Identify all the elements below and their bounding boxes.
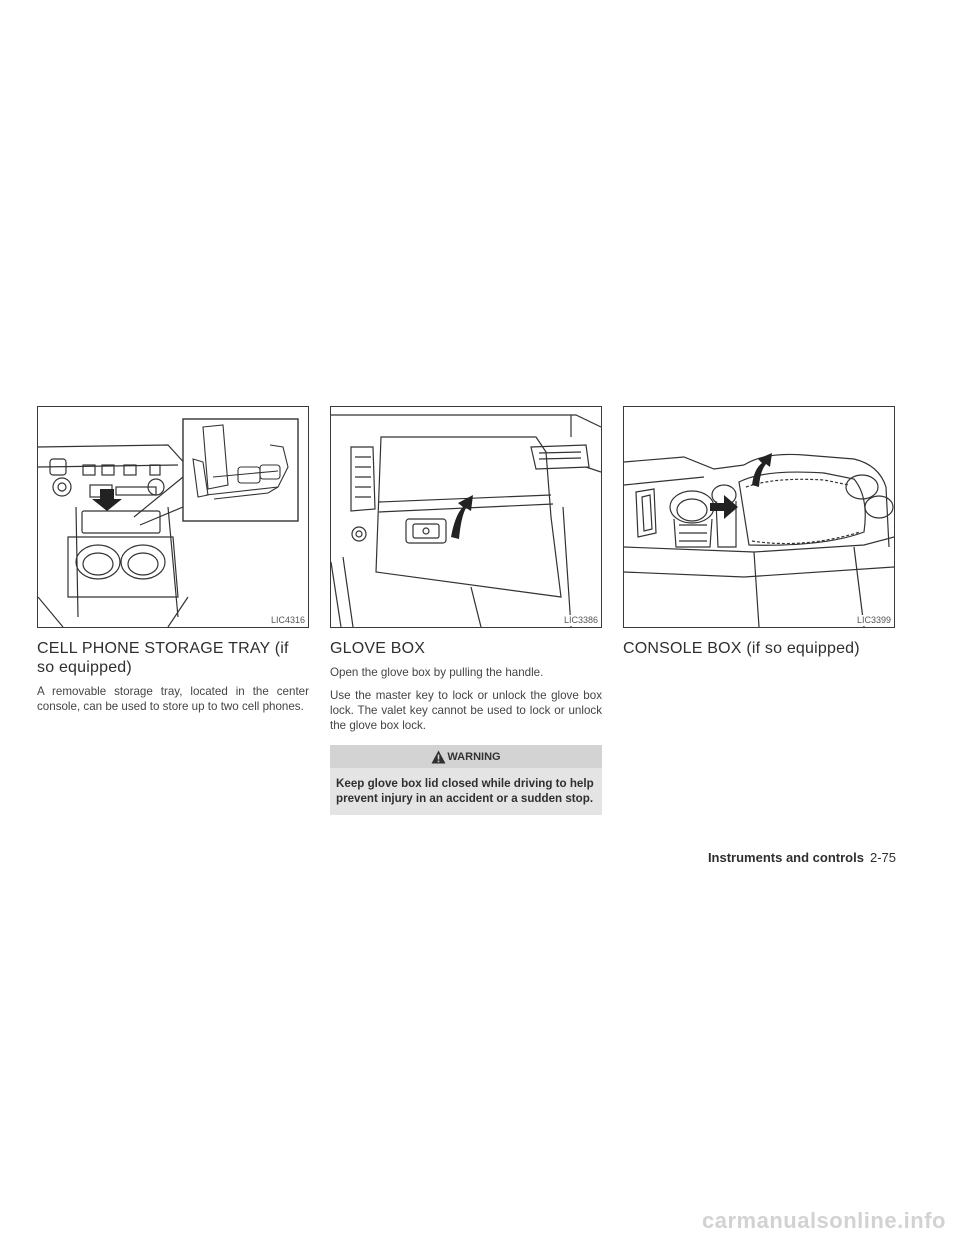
footer-section-title: Instruments and controls [707, 850, 864, 865]
column-cell-phone-tray [37, 406, 309, 722]
watermark: carmanualsonline.info [702, 1208, 946, 1233]
arrow-icon [92, 489, 122, 511]
section-body-glove-box-2: Use the master key to lock or unlock the glove box lock. The valet key cannot be used to lock or unlock the glove box lock. [330, 689, 602, 732]
page-number: 2-75 [869, 850, 896, 865]
arrow-icon [710, 495, 738, 519]
cell-phone-tray-illustration [38, 407, 308, 627]
column-glove-box [330, 406, 602, 815]
console-box-illustration [624, 407, 894, 627]
page-footer [708, 850, 896, 865]
section-body-cell-phone-tray: A removable storage tray, located in the center console, can be used to store up to two cell phones. [37, 685, 309, 713]
section-title-glove-box: GLOVE BOX [330, 640, 426, 657]
warning-box [330, 745, 602, 815]
arrow-icon [451, 495, 473, 539]
column-console-box [623, 406, 895, 665]
figure-console-box [623, 406, 895, 628]
figure-code: LIC3399 [856, 615, 891, 625]
figure-code: LIC4316 [270, 615, 305, 625]
warning-label: WARNING [447, 750, 501, 763]
figure-cell-phone-tray [37, 406, 309, 628]
section-body-glove-box-1: Open the glove box by pulling the handle. [330, 666, 544, 679]
warning-text: Keep glove box lid closed while driving to help prevent injury in an accident or a sudden stop. [336, 777, 594, 805]
figure-glove-box [330, 406, 602, 628]
arrow-icon [752, 453, 772, 487]
warning-header [330, 745, 602, 768]
warning-triangle-icon [431, 750, 446, 764]
glove-box-illustration [331, 407, 601, 627]
section-title-console-box: CONSOLE BOX (if so equipped) [623, 640, 860, 657]
section-title-cell-phone-tray: CELL PHONE STORAGE TRAY (if so equipped) [37, 640, 289, 676]
figure-code: LIC3386 [563, 615, 598, 625]
